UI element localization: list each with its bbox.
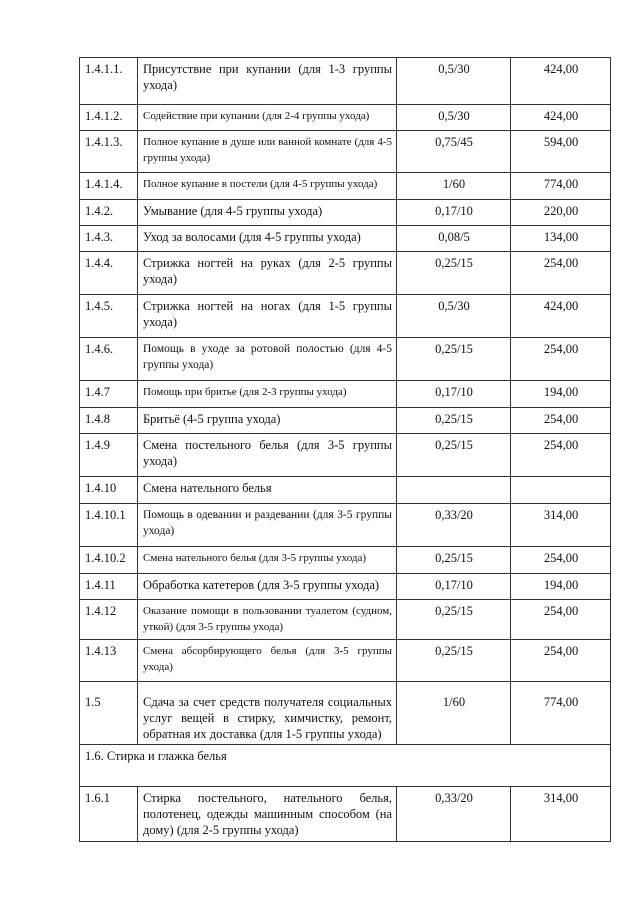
service-name: Полное купание в постели (для 4-5 группы ухода) (138, 173, 397, 200)
table-row (80, 600, 611, 640)
service-name: Смена постельного белья (для 3-5 группы ухода) (138, 434, 397, 477)
service-name: Стрижка ногтей на ногах (для 1-5 группы ухода) (138, 295, 397, 338)
row-number: 1.4.1.4. (80, 173, 138, 200)
row-number: 1.4.9 (80, 434, 138, 477)
time-norm (397, 477, 511, 504)
row-number: 1.4.4. (80, 252, 138, 295)
price: 254,00 (511, 434, 611, 477)
time-norm: 0,75/45 (397, 131, 511, 173)
time-norm: 0,25/15 (397, 338, 511, 381)
row-number: 1.6.1 (80, 787, 138, 842)
row-number: 1.4.8 (80, 408, 138, 434)
price (511, 477, 611, 504)
row-number: 1.4.11 (80, 574, 138, 600)
table-row (80, 131, 611, 173)
row-number: 1.4.10.1 (80, 504, 138, 547)
table-row (80, 200, 611, 226)
time-norm: 0,33/20 (397, 504, 511, 547)
table-row (80, 477, 611, 504)
service-name: Бритьё (4-5 группа ухода) (138, 408, 397, 434)
service-name: Помощь в одевании и раздевании (для 3-5 группы ухода) (138, 504, 397, 547)
price: 194,00 (511, 574, 611, 600)
service-name: Содействие при купании (для 2-4 группы ухода) (138, 105, 397, 131)
table-row (80, 408, 611, 434)
row-number: 1.4.13 (80, 640, 138, 682)
service-name: Обработка катетеров (для 3-5 группы ухода) (138, 574, 397, 600)
row-number: 1.5 (80, 682, 138, 745)
table-row (80, 381, 611, 408)
price: 424,00 (511, 295, 611, 338)
row-number: 1.4.6. (80, 338, 138, 381)
section-row (80, 745, 611, 787)
service-name: Уход за волосами (для 4-5 группы ухода) (138, 226, 397, 252)
time-norm: 0,25/15 (397, 252, 511, 295)
table-row (80, 173, 611, 200)
service-name: Присутствие при купании (для 1-3 группы ухода) (138, 58, 397, 105)
time-norm: 0,17/10 (397, 574, 511, 600)
row-number: 1.4.1.2. (80, 105, 138, 131)
service-name: Стрижка ногтей на руках (для 2-5 группы ухода) (138, 252, 397, 295)
service-name: Смена нательного белья (138, 477, 397, 504)
price: 254,00 (511, 252, 611, 295)
price: 774,00 (511, 682, 611, 745)
price: 254,00 (511, 338, 611, 381)
price: 424,00 (511, 58, 611, 105)
time-norm: 0,25/15 (397, 547, 511, 574)
table-row (80, 640, 611, 682)
time-norm: 0,08/5 (397, 226, 511, 252)
service-name: Умывание (для 4-5 группы ухода) (138, 200, 397, 226)
price: 594,00 (511, 131, 611, 173)
table-row (80, 252, 611, 295)
tariff-table (79, 57, 611, 842)
time-norm: 0,25/15 (397, 600, 511, 640)
table-row (80, 295, 611, 338)
time-norm: 0,33/20 (397, 787, 511, 842)
service-name: Полное купание в душе или ванной комнате (для 4-5 группы ухода) (138, 131, 397, 173)
row-number: 1.4.1.3. (80, 131, 138, 173)
time-norm: 0,25/15 (397, 640, 511, 682)
price: 254,00 (511, 547, 611, 574)
price: 254,00 (511, 408, 611, 434)
price: 314,00 (511, 504, 611, 547)
price: 194,00 (511, 381, 611, 408)
price: 424,00 (511, 105, 611, 131)
time-norm: 0,25/15 (397, 408, 511, 434)
table-row (80, 547, 611, 574)
row-number: 1.4.2. (80, 200, 138, 226)
row-number: 1.4.3. (80, 226, 138, 252)
table-row (80, 105, 611, 131)
table-row (80, 338, 611, 381)
table-row (80, 682, 611, 745)
time-norm: 1/60 (397, 173, 511, 200)
price: 134,00 (511, 226, 611, 252)
price: 254,00 (511, 600, 611, 640)
table-row (80, 787, 611, 842)
table-row (80, 58, 611, 105)
time-norm: 0,25/15 (397, 434, 511, 477)
row-number: 1.4.1.1. (80, 58, 138, 105)
row-number: 1.4.10.2 (80, 547, 138, 574)
time-norm: 0,17/10 (397, 381, 511, 408)
time-norm: 1/60 (397, 682, 511, 745)
price: 314,00 (511, 787, 611, 842)
service-name: Помощь в уходе за ротовой полостью (для 4-5 группы ухода) (138, 338, 397, 381)
table-row (80, 574, 611, 600)
table-row (80, 226, 611, 252)
time-norm: 0,5/30 (397, 105, 511, 131)
price: 220,00 (511, 200, 611, 226)
service-name: Оказание помощи в пользовании туалетом (судном, уткой) (для 3-5 группы ухода) (138, 600, 397, 640)
service-name: Смена нательного белья (для 3-5 группы ухода) (138, 547, 397, 574)
price: 774,00 (511, 173, 611, 200)
service-name: Смена абсорбирующего белья (для 3-5 группы ухода) (138, 640, 397, 682)
time-norm: 0,5/30 (397, 58, 511, 105)
table-row (80, 504, 611, 547)
service-name: Стирка постельного, нательного белья, полотенец, одежды машинным способом (на дому) (для 2-5 группы ухода) (138, 787, 397, 842)
row-number: 1.4.10 (80, 477, 138, 504)
row-number: 1.4.7 (80, 381, 138, 408)
section-heading: 1.6. Стирка и глажка белья (80, 745, 611, 787)
row-number: 1.4.5. (80, 295, 138, 338)
price: 254,00 (511, 640, 611, 682)
row-number: 1.4.12 (80, 600, 138, 640)
table-row (80, 434, 611, 477)
time-norm: 0,5/30 (397, 295, 511, 338)
time-norm: 0,17/10 (397, 200, 511, 226)
service-name: Сдача за счет средств получателя социальных услуг вещей в стирку, химчистку, ремонт, обратная их доставка (для 1-5 группы ухода) (138, 682, 397, 745)
service-name: Помощь при бритье (для 2-3 группы ухода) (138, 381, 397, 408)
